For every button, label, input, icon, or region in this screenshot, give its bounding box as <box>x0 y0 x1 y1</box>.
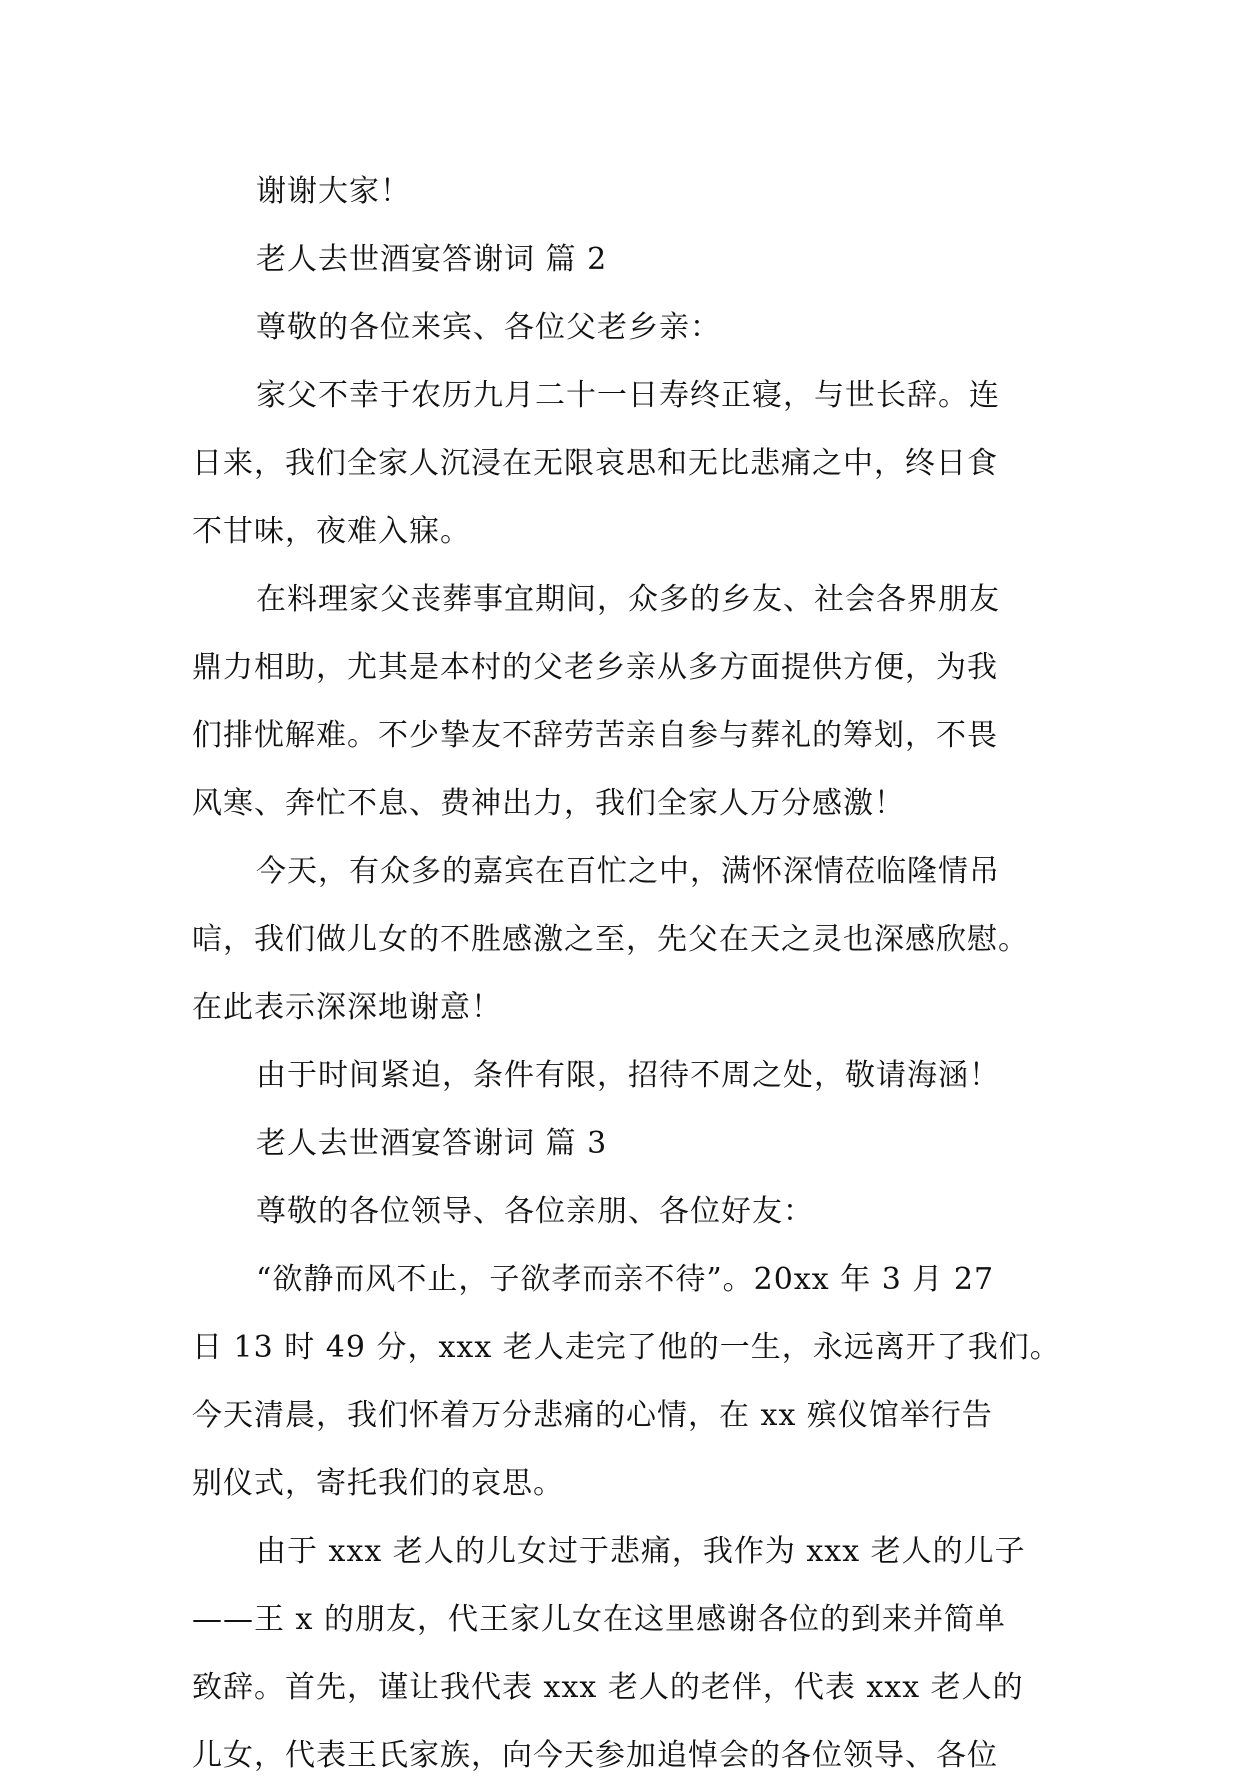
paragraph-line: 今天，有众多的嘉宾在百忙之中，满怀深情莅临隆情吊 <box>256 854 1000 889</box>
paragraph-line: 谢谢大家！ <box>256 174 411 209</box>
paragraph-line: 致辞。首先，谨让我代表 xxx 老人的老伴，代表 xxx 老人的 <box>192 1670 1024 1705</box>
paragraph-line: 在此表示深深地谢意！ <box>192 990 502 1025</box>
paragraph-line: “欲静而风不止，子欲孝而亲不待”。20xx 年 3 月 27 <box>256 1262 995 1297</box>
paragraph-line: 风寒、奔忙不息、费神出力，我们全家人万分感激！ <box>192 786 905 821</box>
paragraph-line: 家父不幸于农历九月二十一日寿终正寝，与世长辞。连 <box>256 378 1000 413</box>
salutation: 尊敬的各位来宾、各位父老乡亲： <box>256 310 721 345</box>
salutation: 尊敬的各位领导、各位亲朋、各位好友： <box>256 1194 814 1229</box>
paragraph-line: ——王 x 的朋友，代王家儿女在这里感谢各位的到来并简单 <box>192 1602 1006 1637</box>
section-heading: 老人去世酒宴答谢词 篇 3 <box>256 1126 608 1161</box>
paragraph-line: 在料理家父丧葬事宜期间，众多的乡友、社会各界朋友 <box>256 582 1000 617</box>
paragraph-line: 别仪式，寄托我们的哀思。 <box>192 1466 564 1501</box>
paragraph-line: 们排忧解难。不少挚友不辞劳苦亲自参与葬礼的筹划，不畏 <box>192 718 998 753</box>
paragraph-line: 日来，我们全家人沉浸在无限哀思和无比悲痛之中，终日食 <box>192 446 998 481</box>
paragraph-line: 今天清晨，我们怀着万分悲痛的心情，在 xx 殡仪馆举行告 <box>192 1398 993 1433</box>
paragraph-line: 由于时间紧迫，条件有限，招待不周之处，敬请海涵！ <box>256 1058 1000 1093</box>
paragraph-line: 鼎力相助，尤其是本村的父老乡亲从多方面提供方便，为我 <box>192 650 998 685</box>
paragraph-line: 儿女，代表王氏家族，向今天参加追悼会的各位领导、各位 <box>192 1738 998 1773</box>
section-heading: 老人去世酒宴答谢词 篇 2 <box>256 242 608 277</box>
paragraph-line: 日 13 时 49 分，xxx 老人走完了他的一生，永远离开了我们。 <box>192 1330 1061 1365</box>
paragraph-line: 不甘味，夜难入寐。 <box>192 514 471 549</box>
document-body <box>192 158 1061 1790</box>
paragraph-line: 唁，我们做儿女的不胜感激之至，先父在天之灵也深感欣慰。 <box>192 922 1029 957</box>
paragraph-line: 由于 xxx 老人的儿女过于悲痛，我作为 xxx 老人的儿子 <box>256 1534 1026 1569</box>
